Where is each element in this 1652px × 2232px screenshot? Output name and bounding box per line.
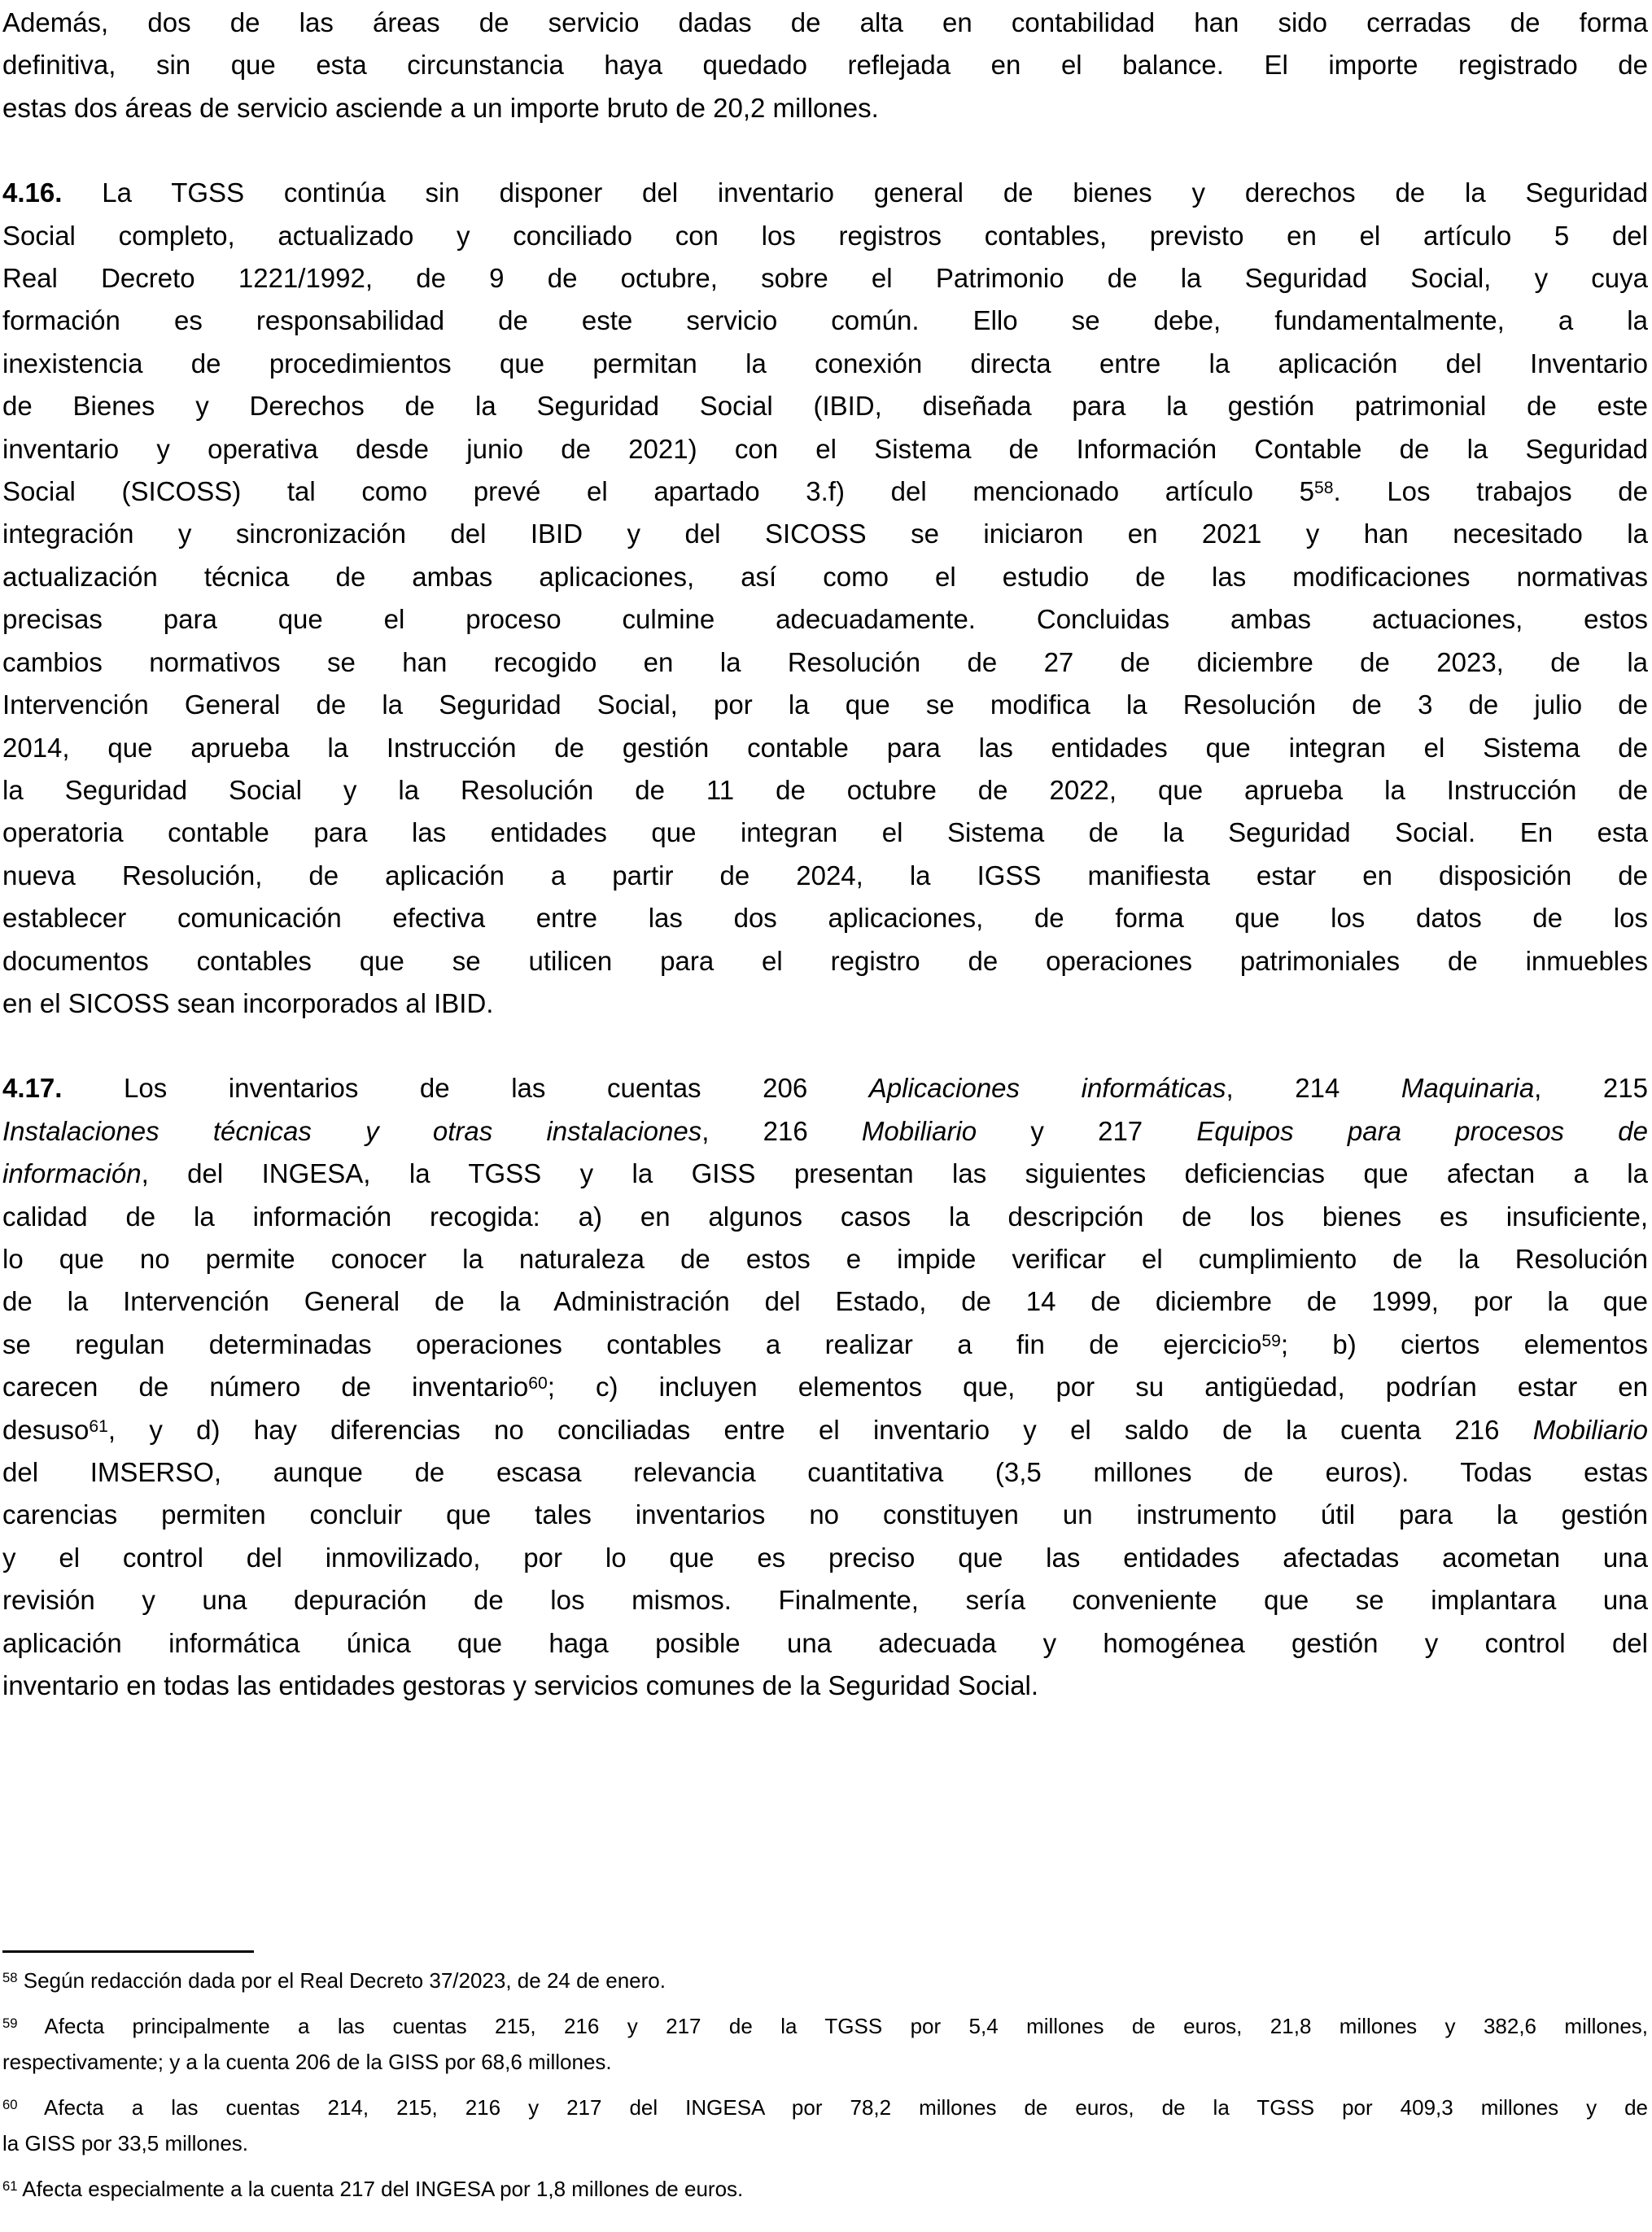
text-line: revisión y una depuración de los mismos. Finalmente, sería conveniente que se implantara una: [2, 1585, 1648, 1616]
text-line: Social completo, actualizado y conciliado con los registros contables, previsto en el artículo 5 del: [2, 220, 1648, 251]
text-line: estas dos áreas de servicio asciende a un importe bruto de 20,2 millones.: [2, 92, 879, 123]
text-line: de la Intervención General de la Administración del Estado, de 14 de diciembre de 1999, por la que: [2, 1286, 1648, 1317]
text-line: 4.16. La TGSS continúa sin disponer del inventario general de bienes y derechos de la Seguridad: [2, 177, 1648, 208]
text-line: $^{61}$ Afecta especialmente a la cuenta 217 del INGESA por 1,8 millones de euros.: [2, 2177, 744, 2201]
footnote-reference: 60: [528, 1374, 548, 1394]
text-line: actualización técnica de ambas aplicaciones, así como el estudio de las modificaciones normativas: [2, 561, 1648, 592]
text-line: Instalaciones técnicas y otras instalaciones, 216 Mobiliario y 217 Equipos para procesos de: [2, 1115, 1648, 1146]
footnote-reference: 59: [1261, 1331, 1281, 1350]
text-line: integración y sincronización del IBID y del SICOSS se iniciaron en 2021 y han necesitado la: [2, 519, 1648, 549]
text-line: Real Decreto 1221/1992, de 9 de octubre, sobre el Patrimonio de la Seguridad Social, y cuya: [2, 263, 1648, 294]
text-line: $^{60}$ Afecta a las cuentas 214, 215, 216 y 217 del INGESA por 78,2 millones de euros, de la TGSS por 409,3 millones y de: [2, 2095, 1648, 2120]
footnote-61: [2, 2171, 1648, 2207]
text-line: en el SICOSS sean incorporados al IBID.: [2, 987, 494, 1018]
text-line: respectivamente; y a la cuenta 206 de la GISS por 68,6 millones.: [2, 2050, 612, 2074]
body-text: [2, 2, 1648, 1749]
footnote-58: [2, 1963, 1648, 1998]
text-line: inexistencia de procedimientos que permitan la conexión directa entre la aplicación del Inventario: [2, 348, 1648, 379]
footnote-reference: 61: [89, 1416, 108, 1436]
footnote-list: [2, 1963, 1648, 2207]
text-line: la Seguridad Social y la Resolución de 11 de octubre de 2022, que aprueba la Instrucción de: [2, 774, 1648, 805]
text-line: nueva Resolución, de aplicación a partir de 2024, la IGSS manifiesta estar en disposición de: [2, 860, 1648, 891]
text-line: aplicación informática única que haga posible una adecuada y homogénea gestión y control del: [2, 1627, 1648, 1658]
text-line: formación es responsabilidad de este servicio común. Ello se debe, fundamentalmente, a la: [2, 305, 1648, 336]
text-line: documentos contables que se utilicen para el registro de operaciones patrimoniales de inmuebles: [2, 945, 1648, 976]
text-line: carencias permiten concluir que tales inventarios no constituyen un instrumento útil para la gestión: [2, 1499, 1648, 1530]
footnote-section: [2, 1950, 1648, 2207]
text-line: se regulan determinadas operaciones contables a realizar a fin de ejercicio$^{59}$; b) ciertos elementos: [2, 1328, 1648, 1359]
text-line: Además, dos de las áreas de servicio dadas de alta en contabilidad han sido cerradas de forma: [2, 7, 1648, 37]
text-line: definitiva, sin que esta circunstancia haya quedado reflejada en el balance. El importe registrado de: [2, 50, 1648, 81]
text-line: y el control del inmovilizado, por lo que es preciso que las entidades afectadas acometan una: [2, 1542, 1648, 1573]
footnote-reference: 58: [2, 1970, 18, 1986]
footnote-reference: 61: [2, 2178, 18, 2195]
text-line: precisas para que el proceso culmine adecuadamente. Concluidas ambas actuaciones, estos: [2, 604, 1648, 635]
text-line: cambios normativos se han recogido en la Resolución de 27 de diciembre de 2023, de la: [2, 646, 1648, 677]
text-line: 4.17. Los inventarios de las cuentas 206 Aplicaciones informáticas, 214 Maquinaria, 215: [2, 1073, 1648, 1104]
footnote-separator-rule: [2, 1950, 254, 1953]
paragraph-4-16: [2, 172, 1648, 1025]
text-line: $^{59}$ Afecta principalmente a las cuentas 215, 216 y 217 de la TGSS por 5,4 millones de euros, 21,8 millones y 382,6 millones,: [2, 2014, 1648, 2038]
paragraph-4-17: [2, 1067, 1648, 1707]
text-line: carecen de número de inventario$^{60}$; c) incluyen elementos que, por su antigüedad, podrían estar en: [2, 1372, 1649, 1403]
text-line: lo que no permite conocer la naturaleza de estos e impide verificar el cumplimiento de la Resolución: [2, 1243, 1648, 1274]
text-line: Intervención General de la Seguridad Social, por la que se modifica la Resolución de 3 de julio de: [2, 689, 1648, 720]
text-line: calidad de la información recogida: a) en algunos casos la descripción de los bienes es insuficiente,: [2, 1201, 1648, 1232]
text-line: 2014, que aprueba la Instrucción de gestión contable para las entidades que integran el Sistema de: [2, 732, 1648, 763]
footnote-reference: 59: [2, 2015, 18, 2032]
text-line: $^{58}$ Según redacción dada por el Real Decreto 37/2023, de 24 de enero.: [2, 1968, 666, 1993]
text-line: Social (SICOSS) tal como prevé el apartado 3.f) del mencionado artículo $5^{58}$. Los trabajos de: [2, 476, 1648, 507]
text-line: del IMSERSO, aunque de escasa relevancia cuantitativa (3,5 millones de euros). Todas estas: [2, 1457, 1648, 1487]
paragraph-intro: [2, 2, 1648, 129]
footnote-reference: 58: [1314, 479, 1334, 498]
text-line: la GISS por 33,5 millones.: [2, 2131, 249, 2155]
text-line: operatoria contable para las entidades que integran el Sistema de la Seguridad Social. En esta: [2, 817, 1648, 848]
text-line: información, del INGESA, la TGSS y la GISS presentan las siguientes deficiencias que afectan a la: [2, 1158, 1648, 1189]
footnote-60: [2, 2090, 1648, 2161]
text-line: desuso$^{61}$, y d) hay diferencias no conciliadas entre el inventario y el saldo de la cuenta 216 Mobiliario: [2, 1414, 1648, 1445]
text-line: inventario en todas las entidades gestoras y servicios comunes de la Seguridad Social.: [2, 1670, 1039, 1701]
text-line: establecer comunicación efectiva entre las dos aplicaciones, de forma que los datos de los: [2, 903, 1648, 934]
text-line: inventario y operativa desde junio de 2021) con el Sistema de Información Contable de la Seguridad: [2, 433, 1648, 464]
footnote-59: [2, 2008, 1648, 2080]
text-line: de Bienes y Derechos de la Seguridad Social (IBID, diseñada para la gestión patrimonial de este: [2, 391, 1648, 422]
footnote-reference: 60: [2, 2097, 18, 2113]
